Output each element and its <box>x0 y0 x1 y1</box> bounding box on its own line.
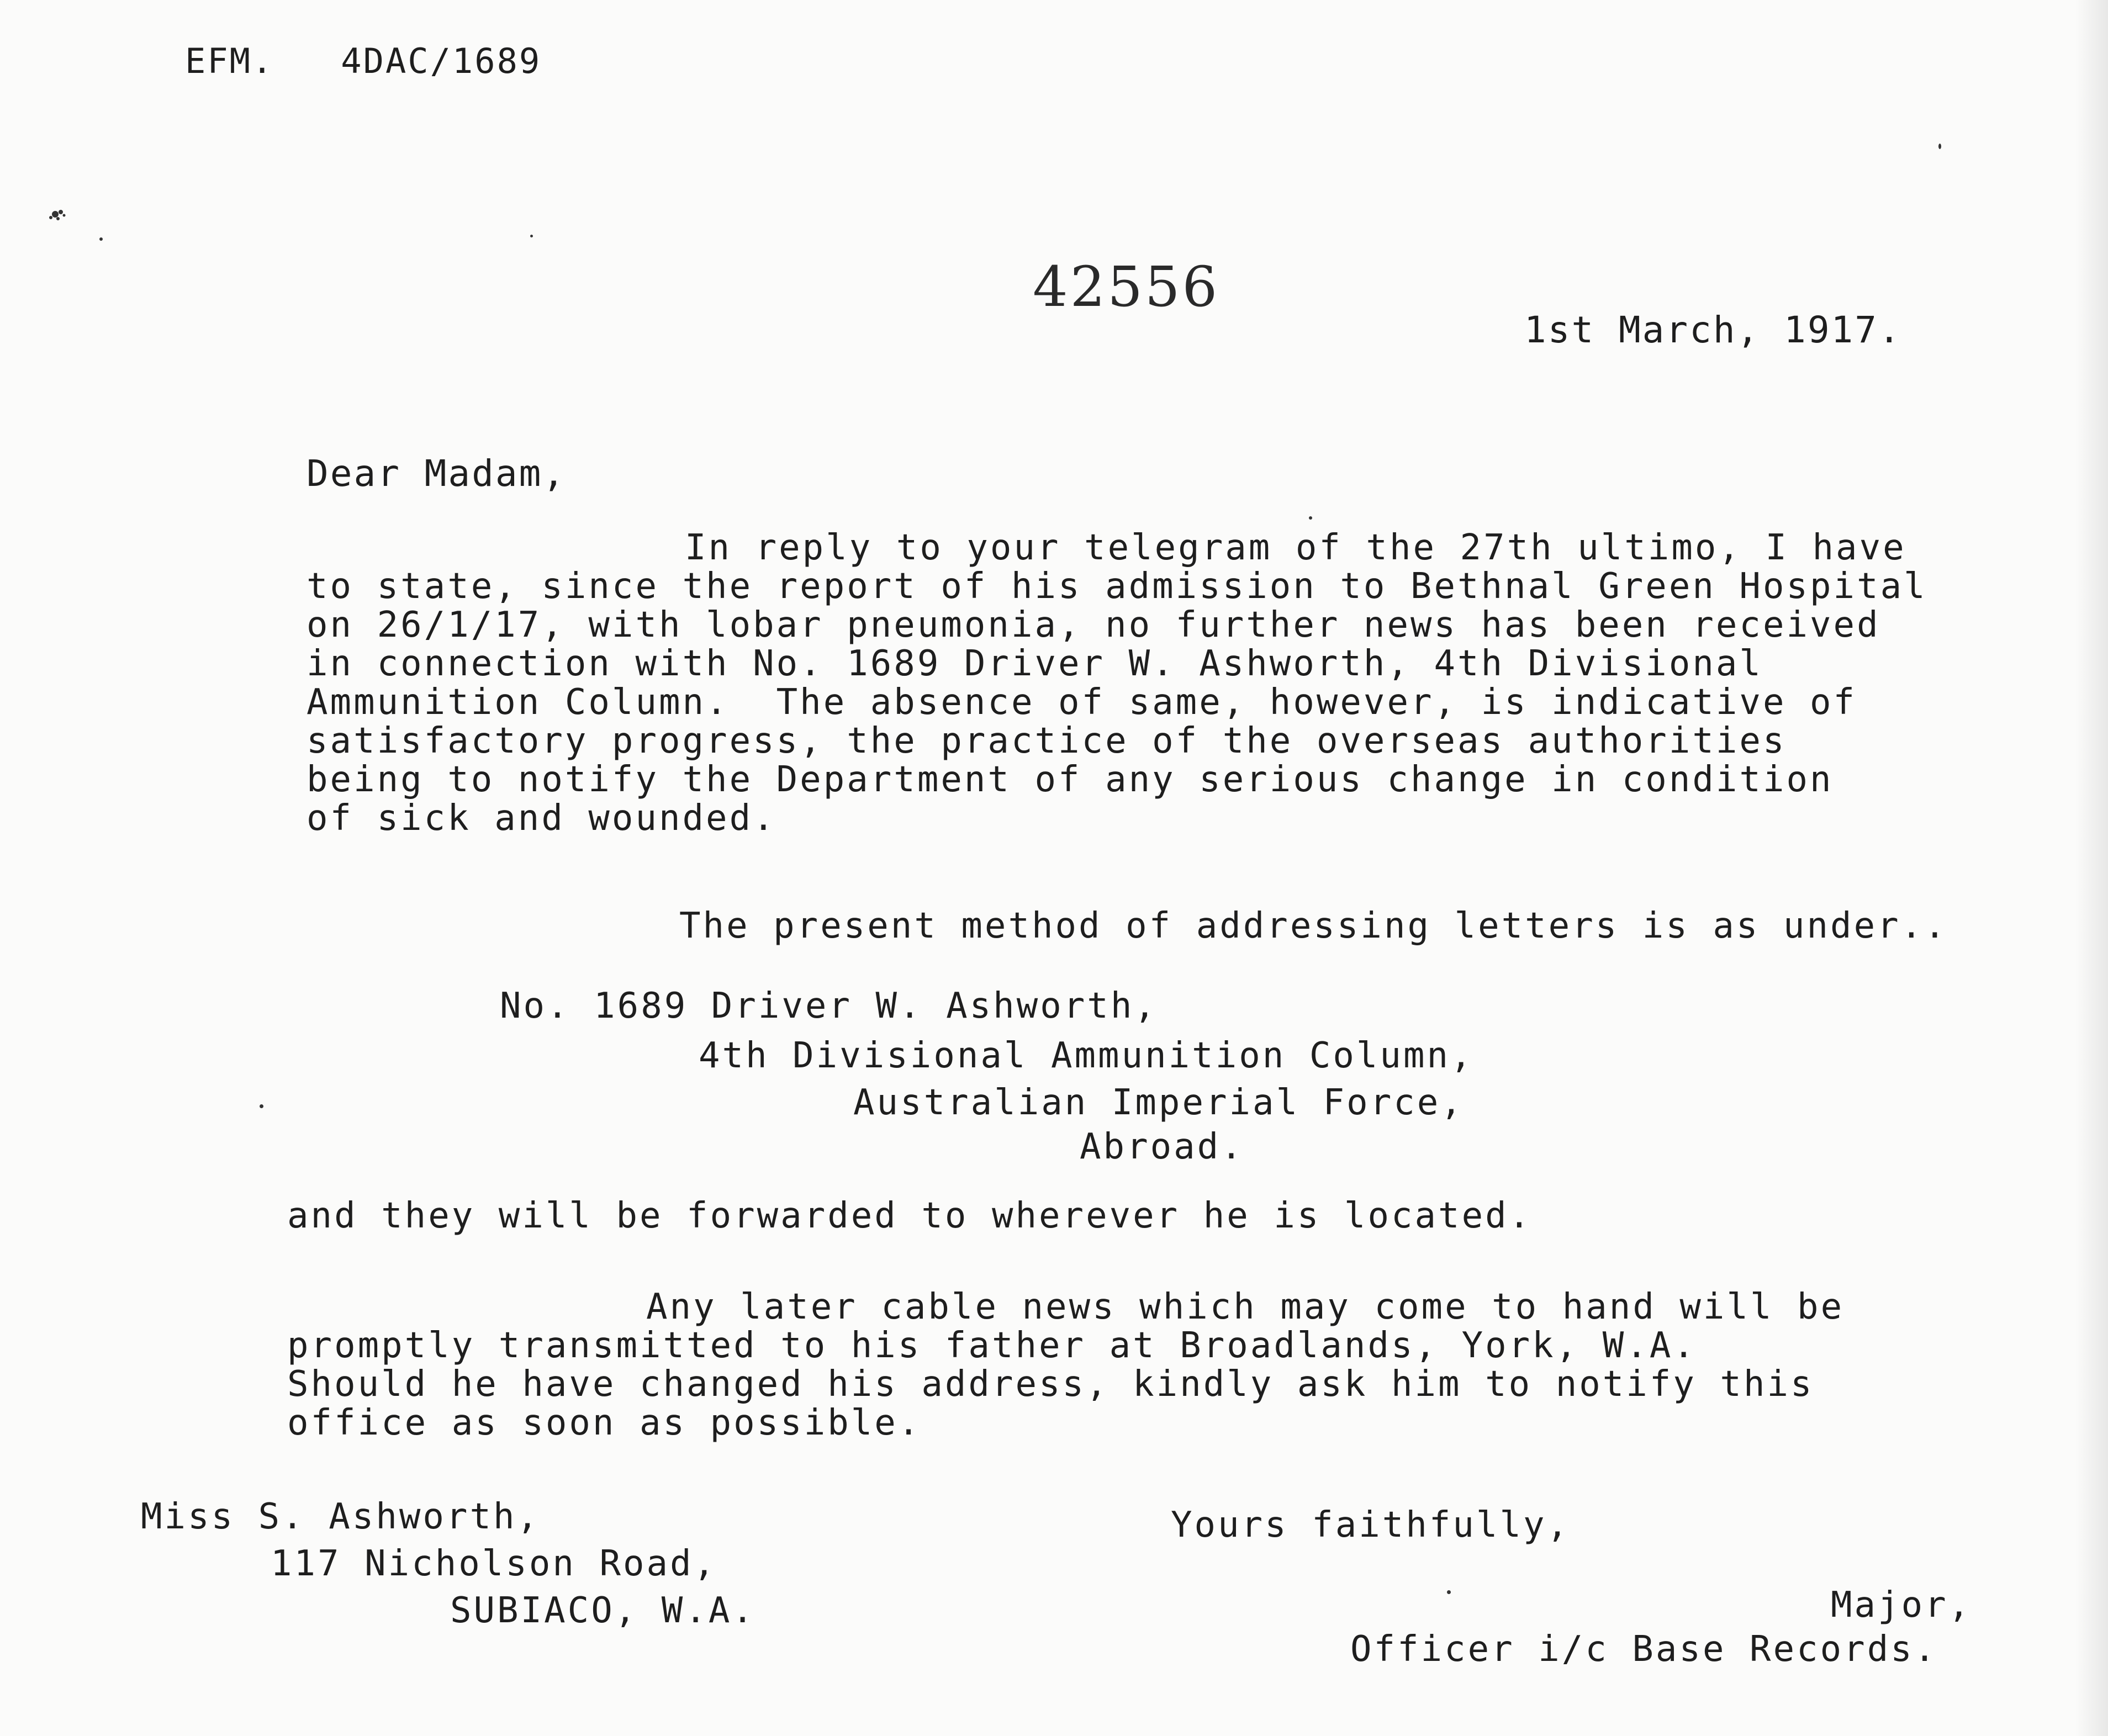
signatory-rank: Major, <box>1831 1585 1972 1626</box>
address-line: Abroad. <box>1080 1126 1244 1167</box>
paragraph2: The present method of addressing letters is as under.. <box>679 906 1948 946</box>
reference-code: EFM. 4DAC/1689 <box>185 41 542 81</box>
paragraph1-line: being to notify the Department of any serious change in condition <box>307 759 1834 800</box>
paragraph1-line: to state, since the report of his admission to Bethnal Green Hospital <box>307 566 1927 607</box>
recipient-street: 117 Nicholson Road, <box>271 1543 717 1584</box>
paragraph1-line: satisfactory progress, the practice of the overseas authorities <box>307 721 1787 761</box>
paragraph1-line: on 26/1/17, with lobar pneumonia, no further news has been received <box>307 605 1880 645</box>
speck <box>99 237 103 241</box>
paragraph4-line: promptly transmitted to his father at Broadlands, York, W.A. <box>287 1325 1697 1366</box>
paragraph3: and they will be forwarded to wherever he is located. <box>287 1195 1533 1236</box>
recipient-town: SUBIACO, W.A. <box>450 1590 756 1631</box>
number-stamp: 42556 <box>1033 255 1220 319</box>
paragraph4-line: office as soon as possible. <box>287 1402 922 1443</box>
ink-smudge-icon <box>44 204 75 226</box>
speck <box>1938 144 1941 149</box>
paragraph1-line: In reply to your telegram of the 27th ultimo, I have <box>685 527 1906 568</box>
speck <box>1309 516 1312 520</box>
address-line: 4th Divisional Ammunition Column, <box>699 1035 1474 1076</box>
address-line: Australian Imperial Force, <box>853 1082 1464 1123</box>
address-line: No. 1689 Driver W. Ashworth, <box>500 986 1158 1026</box>
salutation: Dear Madam, <box>307 452 567 495</box>
speck <box>260 1104 263 1108</box>
paragraph1-line: of sick and wounded. <box>307 798 776 839</box>
valediction: Yours faithfully, <box>1171 1505 1571 1546</box>
paragraph1-line: in connection with No. 1689 Driver W. Ashworth, 4th Divisional <box>307 643 1763 684</box>
page-edge-shadow <box>2075 0 2108 1736</box>
paragraph1-line: Ammunition Column. The absence of same, however, is indicative of <box>307 682 1857 723</box>
recipient-name: Miss S. Ashworth, <box>141 1496 541 1537</box>
paragraph4-line: Any later cable news which may come to hand will be <box>646 1287 1845 1327</box>
paragraph4-line: Should he have changed his address, kindly ask him to notify this <box>287 1364 1814 1405</box>
letter-date: 1st March, 1917. <box>1524 309 1902 351</box>
speck <box>530 235 533 237</box>
speck <box>1447 1590 1451 1594</box>
signatory-title: Officer i/c Base Records. <box>1350 1629 1938 1670</box>
